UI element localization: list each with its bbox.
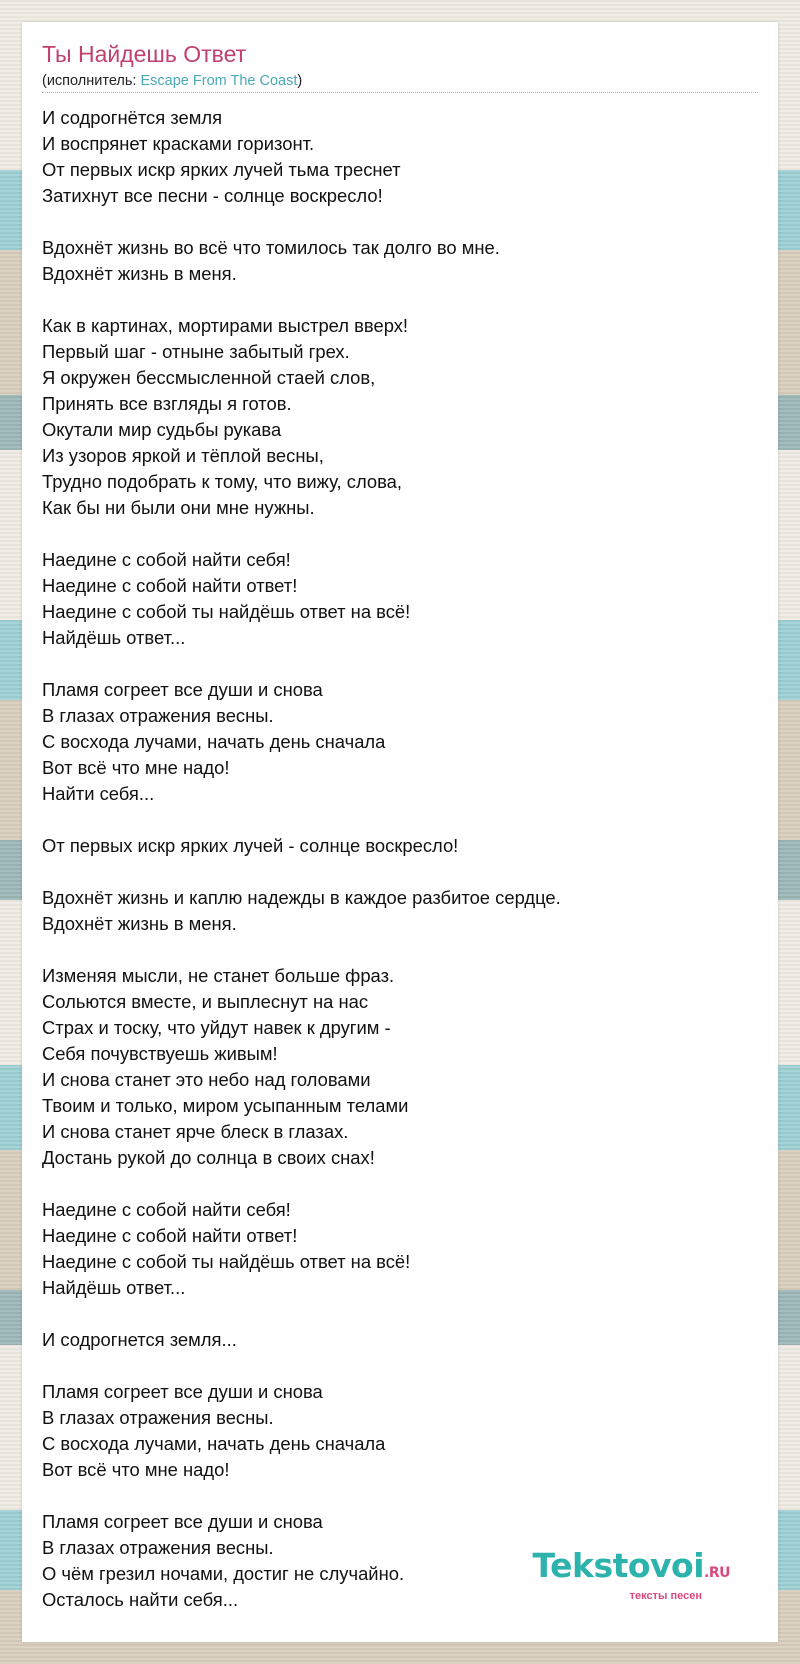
lyrics-stanza — [42, 885, 758, 937]
lyric-line: Вот всё что мне надо! — [42, 757, 230, 778]
song-title: Ты Найдешь Ответ — [42, 41, 247, 67]
lyric-line: Пламя согреет все души и снова — [42, 1381, 323, 1402]
lyrics-stanza — [42, 833, 758, 859]
lyric-line: И снова станет ярче блеск в глазах. — [42, 1121, 349, 1142]
lyric-line: Вдохнёт жизнь в меня. — [42, 913, 237, 934]
lyric-line: Найдёшь ответ... — [42, 1277, 186, 1298]
lyrics-text — [42, 105, 758, 1613]
lyric-line: Принять все взгляды я готов. — [42, 393, 292, 414]
artist-line — [42, 72, 302, 90]
lyric-line: Вдохнёт жизнь во всё что томилось так долго во мне. — [42, 237, 500, 258]
lyrics-stanza — [42, 105, 758, 209]
lyrics-card — [22, 22, 778, 1642]
logo-name: Tekstovoi — [532, 1546, 705, 1585]
lyric-line: С восхода лучами, начать день сначала — [42, 1433, 386, 1454]
lyrics-stanza — [42, 1327, 758, 1353]
lyric-line: Пламя согреет все души и снова — [42, 1511, 323, 1532]
lyric-line: Изменяя мысли, не станет больше фраз. — [42, 965, 395, 986]
logo-tagline: тексты песен — [629, 1590, 702, 1602]
lyrics-stanza — [42, 313, 758, 521]
lyric-line: В глазах отражения весны. — [42, 1407, 274, 1428]
lyric-line: Наедине с собой найти себя! — [42, 549, 291, 570]
lyric-line: Наедине с собой найти себя! — [42, 1199, 291, 1220]
lyric-line: Трудно подобрать к тому, что вижу, слова, — [42, 471, 403, 492]
lyric-line: Найти себя... — [42, 783, 155, 804]
lyric-line: Осталось найти себя... — [42, 1589, 239, 1610]
logo-tld: .RU — [704, 1565, 730, 1581]
lyric-line: Достань рукой до солнца в своих снах! — [42, 1147, 375, 1168]
lyric-line: Страх и тоску, что уйдут навек к другим - — [42, 1017, 391, 1038]
lyric-line: В глазах отражения весны. — [42, 705, 274, 726]
lyrics-stanza — [42, 677, 758, 807]
lyric-line: Наедине с собой найти ответ! — [42, 575, 298, 596]
lyric-line: Как бы ни были они мне нужны. — [42, 497, 315, 518]
artist-link[interactable]: Escape From The Coast — [140, 73, 298, 89]
artist-prefix: (исполнитель: — [42, 73, 141, 89]
lyrics-stanza — [42, 1379, 758, 1483]
lyric-line: О чём грезил ночами, достиг не случайно. — [42, 1563, 405, 1584]
lyric-line: От первых искр ярких лучей - солнце воскресло! — [42, 835, 459, 856]
lyric-line: Наедине с собой ты найдёшь ответ на всё! — [42, 601, 411, 622]
lyric-line: И воспрянет красками горизонт. — [42, 133, 315, 154]
lyric-line: В глазах отражения весны. — [42, 1537, 274, 1558]
lyric-line: Сольются вместе, и выплеснут на нас — [42, 991, 369, 1012]
artist-suffix: ) — [297, 73, 303, 89]
lyric-line: И содрогнётся земля — [42, 107, 223, 128]
lyric-line: Пламя согреет все души и снова — [42, 679, 323, 700]
lyric-line: От первых искр ярких лучей тьма треснет — [42, 159, 401, 180]
lyrics-stanza — [42, 1197, 758, 1301]
lyric-line: Вдохнёт жизнь и каплю надежды в каждое разбитое сердце. — [42, 887, 561, 908]
lyric-line: Наедине с собой найти ответ! — [42, 1225, 298, 1246]
lyrics-stanza — [42, 547, 758, 651]
lyric-line: Первый шаг - отныне забытый грех. — [42, 341, 350, 362]
lyric-line: Наедине с собой ты найдёшь ответ на всё! — [42, 1251, 411, 1272]
lyric-line: Затихнут все песни - солнце воскресло! — [42, 185, 383, 206]
lyric-line: Твоим и только, миром усыпанным телами — [42, 1095, 409, 1116]
lyric-line: Вот всё что мне надо! — [42, 1459, 230, 1480]
lyric-line: Вдохнёт жизнь в меня. — [42, 263, 237, 284]
lyric-line: Себя почувствуешь живым! — [42, 1043, 278, 1064]
lyric-line: Как в картинах, мортирами выстрел вверх! — [42, 315, 409, 336]
lyric-line: И содрогнется земля... — [42, 1329, 237, 1350]
lyrics-stanza — [42, 963, 758, 1171]
lyric-line: Я окружен бессмысленной стаей слов, — [42, 367, 376, 388]
lyric-line: Окутали мир судьбы рукава — [42, 419, 282, 440]
title-divider — [42, 92, 758, 93]
lyric-line: С восхода лучами, начать день сначала — [42, 731, 386, 752]
site-logo[interactable] — [532, 1546, 730, 1602]
lyrics-stanza — [42, 235, 758, 287]
lyric-line: И снова станет это небо над головами — [42, 1069, 371, 1090]
lyric-line: Из узоров яркой и тёплой весны, — [42, 445, 324, 466]
lyric-line: Найдёшь ответ... — [42, 627, 186, 648]
